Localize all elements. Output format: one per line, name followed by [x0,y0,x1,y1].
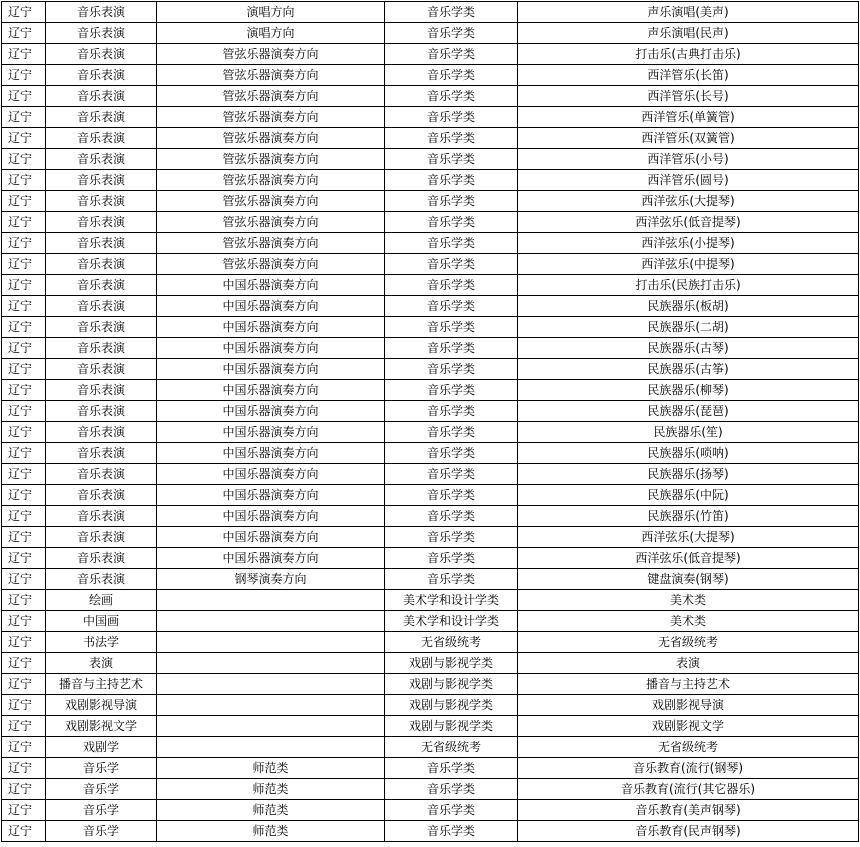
exam-subject-cell: 声乐演唱(民声) [518,23,859,44]
province-cell: 辽宁 [2,821,46,842]
direction-cell: 中国乐器演奏方向 [157,527,385,548]
province-cell: 辽宁 [2,548,46,569]
major-cell: 音乐表演 [46,380,157,401]
province-cell: 辽宁 [2,2,46,23]
direction-cell [157,674,385,695]
exam-category-cell: 音乐学类 [385,212,518,233]
exam-subject-cell: 民族器乐(扬琴) [518,464,859,485]
province-cell: 辽宁 [2,191,46,212]
province-cell: 辽宁 [2,233,46,254]
table-row [2,65,859,86]
major-cell: 音乐表演 [46,464,157,485]
direction-cell: 中国乐器演奏方向 [157,296,385,317]
table-row [2,548,859,569]
exam-subject-cell: 民族器乐(古筝) [518,359,859,380]
major-cell: 音乐表演 [46,527,157,548]
exam-category-cell: 音乐学类 [385,821,518,842]
table-row [2,674,859,695]
table-row [2,464,859,485]
major-cell: 音乐学 [46,821,157,842]
table-row [2,317,859,338]
table-row [2,233,859,254]
direction-cell: 管弦乐器演奏方向 [157,233,385,254]
table-row [2,254,859,275]
province-cell: 辽宁 [2,506,46,527]
major-cell: 音乐表演 [46,107,157,128]
table-row [2,191,859,212]
major-cell: 音乐表演 [46,296,157,317]
direction-cell: 中国乐器演奏方向 [157,548,385,569]
province-cell: 辽宁 [2,716,46,737]
exam-category-cell: 音乐学类 [385,569,518,590]
province-cell: 辽宁 [2,737,46,758]
exam-category-cell: 音乐学类 [385,296,518,317]
direction-cell: 中国乐器演奏方向 [157,380,385,401]
major-cell: 音乐表演 [46,23,157,44]
exam-category-cell: 音乐学类 [385,128,518,149]
exam-subject-cell: 播音与主持艺术 [518,674,859,695]
exam-subject-cell: 音乐教育(流行(其它器乐) [518,779,859,800]
exam-subject-cell: 无省级统考 [518,737,859,758]
direction-cell: 中国乐器演奏方向 [157,338,385,359]
major-cell: 音乐表演 [46,2,157,23]
table-row [2,443,859,464]
major-cell: 音乐表演 [46,233,157,254]
table-row [2,401,859,422]
exam-category-cell: 音乐学类 [385,65,518,86]
province-cell: 辽宁 [2,380,46,401]
exam-category-cell: 音乐学类 [385,170,518,191]
exam-subject-cell: 民族器乐(唢呐) [518,443,859,464]
table-row [2,506,859,527]
major-cell: 播音与主持艺术 [46,674,157,695]
exam-category-cell: 无省级统考 [385,632,518,653]
exam-category-cell: 无省级统考 [385,737,518,758]
major-cell: 音乐表演 [46,359,157,380]
exam-subject-cell: 西洋弦乐(小提琴) [518,233,859,254]
table-row [2,611,859,632]
table-row [2,380,859,401]
exam-subject-cell: 音乐教育(流行(钢琴) [518,758,859,779]
exam-subject-cell: 西洋弦乐(低音提琴) [518,548,859,569]
province-cell: 辽宁 [2,422,46,443]
province-cell: 辽宁 [2,800,46,821]
direction-cell: 钢琴演奏方向 [157,569,385,590]
province-cell: 辽宁 [2,149,46,170]
province-cell: 辽宁 [2,359,46,380]
exam-subject-cell: 西洋管乐(长号) [518,86,859,107]
major-cell: 书法学 [46,632,157,653]
exam-subject-cell: 西洋管乐(圆号) [518,170,859,191]
major-cell: 音乐表演 [46,569,157,590]
province-cell: 辽宁 [2,569,46,590]
table-row [2,695,859,716]
exam-subject-cell: 西洋管乐(双簧管) [518,128,859,149]
data-table [1,1,859,842]
table-row [2,149,859,170]
exam-subject-cell: 民族器乐(中阮) [518,485,859,506]
table-row [2,170,859,191]
exam-subject-cell: 音乐教育(民声钢琴) [518,821,859,842]
province-cell: 辽宁 [2,65,46,86]
major-cell: 音乐表演 [46,44,157,65]
province-cell: 辽宁 [2,254,46,275]
exam-subject-cell: 音乐教育(美声钢琴) [518,800,859,821]
direction-cell [157,716,385,737]
exam-category-cell: 音乐学类 [385,800,518,821]
exam-subject-cell: 键盘演奏(钢琴) [518,569,859,590]
exam-subject-cell: 民族器乐(笙) [518,422,859,443]
province-cell: 辽宁 [2,86,46,107]
exam-subject-cell: 戏剧影视文学 [518,716,859,737]
province-cell: 辽宁 [2,527,46,548]
direction-cell: 师范类 [157,821,385,842]
direction-cell [157,695,385,716]
exam-category-cell: 音乐学类 [385,233,518,254]
exam-category-cell: 音乐学类 [385,464,518,485]
exam-category-cell: 音乐学类 [385,485,518,506]
exam-category-cell: 戏剧与影视学类 [385,674,518,695]
exam-subject-cell: 美术类 [518,590,859,611]
exam-category-cell: 美术学和设计学类 [385,590,518,611]
exam-category-cell: 戏剧与影视学类 [385,695,518,716]
exam-category-cell: 美术学和设计学类 [385,611,518,632]
exam-category-cell: 音乐学类 [385,338,518,359]
table-row [2,737,859,758]
exam-subject-cell: 民族器乐(板胡) [518,296,859,317]
major-cell: 表演 [46,653,157,674]
table-row [2,2,859,23]
direction-cell: 中国乐器演奏方向 [157,317,385,338]
table-row [2,800,859,821]
direction-cell: 管弦乐器演奏方向 [157,86,385,107]
province-cell: 辽宁 [2,317,46,338]
exam-category-cell: 音乐学类 [385,149,518,170]
province-cell: 辽宁 [2,212,46,233]
table-row [2,632,859,653]
direction-cell: 师范类 [157,758,385,779]
province-cell: 辽宁 [2,485,46,506]
exam-category-cell: 戏剧与影视学类 [385,653,518,674]
major-cell: 中国画 [46,611,157,632]
table-body [2,2,859,842]
exam-subject-cell: 打击乐(民族打击乐) [518,275,859,296]
direction-cell: 管弦乐器演奏方向 [157,107,385,128]
direction-cell: 中国乐器演奏方向 [157,464,385,485]
exam-category-cell: 音乐学类 [385,317,518,338]
table-row [2,569,859,590]
direction-cell [157,653,385,674]
major-cell: 音乐表演 [46,191,157,212]
major-cell: 音乐学 [46,779,157,800]
table-row [2,338,859,359]
province-cell: 辽宁 [2,464,46,485]
table-row [2,359,859,380]
major-cell: 音乐表演 [46,485,157,506]
direction-cell: 管弦乐器演奏方向 [157,191,385,212]
table-row [2,275,859,296]
exam-category-cell: 音乐学类 [385,107,518,128]
direction-cell: 中国乐器演奏方向 [157,506,385,527]
exam-subject-cell: 西洋弦乐(低音提琴) [518,212,859,233]
major-cell: 音乐表演 [46,443,157,464]
table-row [2,779,859,800]
direction-cell: 中国乐器演奏方向 [157,275,385,296]
exam-subject-cell: 戏剧影视导演 [518,695,859,716]
direction-cell: 演唱方向 [157,2,385,23]
province-cell: 辽宁 [2,23,46,44]
major-cell: 音乐表演 [46,170,157,191]
exam-category-cell: 音乐学类 [385,2,518,23]
province-cell: 辽宁 [2,695,46,716]
exam-subject-cell: 无省级统考 [518,632,859,653]
table-row [2,107,859,128]
exam-category-cell: 音乐学类 [385,191,518,212]
direction-cell: 中国乐器演奏方向 [157,359,385,380]
major-cell: 音乐表演 [46,128,157,149]
province-cell: 辽宁 [2,401,46,422]
direction-cell: 管弦乐器演奏方向 [157,44,385,65]
exam-subject-cell: 民族器乐(竹笛) [518,506,859,527]
major-cell: 音乐表演 [46,65,157,86]
major-cell: 音乐表演 [46,212,157,233]
direction-cell: 管弦乐器演奏方向 [157,128,385,149]
exam-category-cell: 音乐学类 [385,86,518,107]
province-cell: 辽宁 [2,590,46,611]
major-cell: 戏剧影视文学 [46,716,157,737]
exam-subject-cell: 西洋管乐(单簧管) [518,107,859,128]
exam-category-cell: 音乐学类 [385,548,518,569]
direction-cell: 师范类 [157,779,385,800]
exam-subject-cell: 声乐演唱(美声) [518,2,859,23]
exam-category-cell: 戏剧与影视学类 [385,716,518,737]
province-cell: 辽宁 [2,611,46,632]
major-cell: 绘画 [46,590,157,611]
major-cell: 音乐表演 [46,422,157,443]
table-row [2,821,859,842]
exam-category-cell: 音乐学类 [385,779,518,800]
direction-cell [157,611,385,632]
exam-category-cell: 音乐学类 [385,443,518,464]
direction-cell: 中国乐器演奏方向 [157,443,385,464]
major-cell: 音乐学 [46,800,157,821]
major-cell: 音乐表演 [46,317,157,338]
major-cell: 音乐表演 [46,401,157,422]
major-cell: 音乐表演 [46,86,157,107]
exam-subject-cell: 西洋管乐(长笛) [518,65,859,86]
major-cell: 音乐表演 [46,338,157,359]
table-row [2,296,859,317]
province-cell: 辽宁 [2,128,46,149]
province-cell: 辽宁 [2,44,46,65]
table-row [2,527,859,548]
exam-subject-cell: 民族器乐(柳琴) [518,380,859,401]
direction-cell: 管弦乐器演奏方向 [157,254,385,275]
direction-cell: 管弦乐器演奏方向 [157,170,385,191]
table-row [2,758,859,779]
province-cell: 辽宁 [2,275,46,296]
major-cell: 音乐表演 [46,275,157,296]
major-cell: 音乐表演 [46,254,157,275]
table-row [2,485,859,506]
direction-cell: 演唱方向 [157,23,385,44]
exam-subject-cell: 民族器乐(古琴) [518,338,859,359]
exam-category-cell: 音乐学类 [385,527,518,548]
direction-cell: 管弦乐器演奏方向 [157,65,385,86]
direction-cell: 中国乐器演奏方向 [157,485,385,506]
province-cell: 辽宁 [2,758,46,779]
province-cell: 辽宁 [2,443,46,464]
direction-cell [157,737,385,758]
province-cell: 辽宁 [2,338,46,359]
major-cell: 戏剧学 [46,737,157,758]
direction-cell [157,590,385,611]
major-cell: 音乐表演 [46,548,157,569]
major-cell: 音乐表演 [46,506,157,527]
province-cell: 辽宁 [2,296,46,317]
table-row [2,422,859,443]
direction-cell: 管弦乐器演奏方向 [157,212,385,233]
exam-category-cell: 音乐学类 [385,506,518,527]
major-cell: 音乐学 [46,758,157,779]
direction-cell: 师范类 [157,800,385,821]
table-row [2,128,859,149]
exam-subject-cell: 西洋弦乐(大提琴) [518,527,859,548]
major-cell: 音乐表演 [46,149,157,170]
table-row [2,44,859,65]
exam-subject-cell: 民族器乐(二胡) [518,317,859,338]
province-cell: 辽宁 [2,653,46,674]
table-row [2,653,859,674]
exam-category-cell: 音乐学类 [385,44,518,65]
exam-subject-cell: 民族器乐(琵琶) [518,401,859,422]
table-row [2,590,859,611]
exam-subject-cell: 西洋管乐(小号) [518,149,859,170]
exam-category-cell: 音乐学类 [385,380,518,401]
exam-category-cell: 音乐学类 [385,401,518,422]
table-row [2,212,859,233]
table-row [2,86,859,107]
exam-subject-cell: 表演 [518,653,859,674]
direction-cell: 中国乐器演奏方向 [157,401,385,422]
exam-category-cell: 音乐学类 [385,23,518,44]
exam-category-cell: 音乐学类 [385,275,518,296]
province-cell: 辽宁 [2,170,46,191]
province-cell: 辽宁 [2,632,46,653]
major-cell: 戏剧影视导演 [46,695,157,716]
exam-category-cell: 音乐学类 [385,422,518,443]
province-cell: 辽宁 [2,674,46,695]
exam-subject-cell: 西洋弦乐(中提琴) [518,254,859,275]
province-cell: 辽宁 [2,107,46,128]
direction-cell: 管弦乐器演奏方向 [157,149,385,170]
exam-subject-cell: 美术类 [518,611,859,632]
exam-subject-cell: 打击乐(古典打击乐) [518,44,859,65]
exam-category-cell: 音乐学类 [385,359,518,380]
table-row [2,23,859,44]
table-row [2,716,859,737]
exam-subject-cell: 西洋弦乐(大提琴) [518,191,859,212]
direction-cell [157,632,385,653]
exam-category-cell: 音乐学类 [385,254,518,275]
direction-cell: 中国乐器演奏方向 [157,422,385,443]
exam-category-cell: 音乐学类 [385,758,518,779]
province-cell: 辽宁 [2,779,46,800]
